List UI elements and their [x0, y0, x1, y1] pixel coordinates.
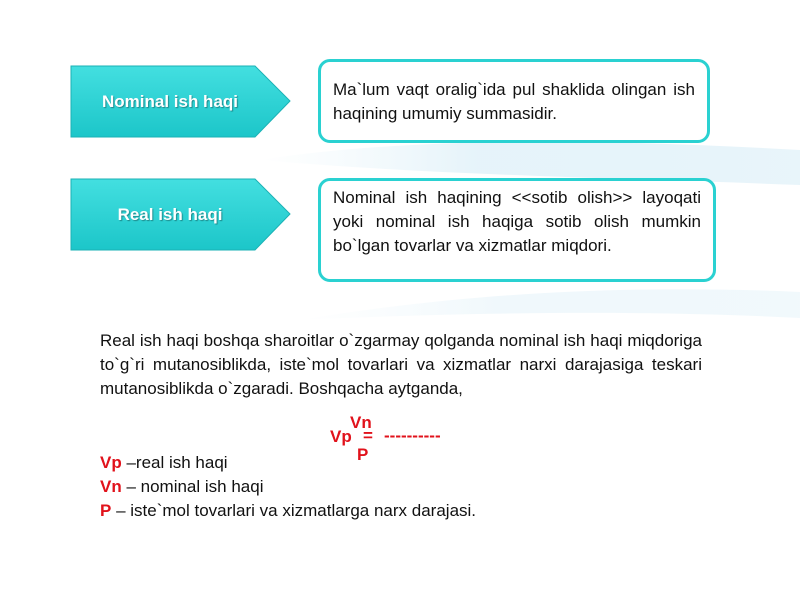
- legend-text: – iste`mol tovarlari va xizmatlarga narx darajasi.: [111, 501, 477, 520]
- term-arrow-nominal: [70, 65, 292, 138]
- definition-box-real: [318, 178, 716, 282]
- definition-box-nominal: [318, 59, 710, 143]
- definition-text-real: Nominal ish haqining <<sotib olish>> layoqati yoki nominal ish haqiga sotib olish mumkin bo`lgan tovarlar va xizmatlar miqdori.: [333, 188, 701, 255]
- legend-symbol: Vn: [100, 477, 122, 496]
- formula-denominator: P: [357, 445, 369, 464]
- legend-item-vp: [100, 451, 476, 475]
- legend-symbol: Vp: [100, 453, 122, 472]
- legend-text: –real ish haqi: [121, 453, 228, 472]
- formula-lhs: Vp: [330, 427, 352, 446]
- legend-symbol: P: [100, 501, 112, 520]
- term-label-real: Real ish haqi: [117, 204, 223, 224]
- term-label-nominal: Nominal ish haqi: [101, 91, 239, 111]
- term-arrow-real: [70, 178, 292, 251]
- formula-numerator: Vn: [350, 413, 372, 432]
- formula-fraction-line: ----------: [384, 426, 441, 445]
- variable-legend: [100, 451, 476, 523]
- explanation-paragraph: Real ish haqi boshqa sharoitlar o`zgarmay qolganda nominal ish haqi miqdoriga to`g`ri mutanosiblikda, iste`mol tovarlari va xizmatlar narxi darajasiga teskari mutanosiblikda o`zgaradi. Boshqacha aytganda,: [100, 331, 702, 398]
- legend-text: – nominal ish haqi: [121, 477, 264, 496]
- formula-equals: =: [363, 426, 373, 445]
- legend-item-p: [100, 499, 476, 523]
- definition-text-nominal: Ma`lum vaqt oralig`ida pul shaklida olingan ish haqining umumiy summasidir.: [333, 80, 695, 123]
- legend-item-vn: [100, 475, 476, 499]
